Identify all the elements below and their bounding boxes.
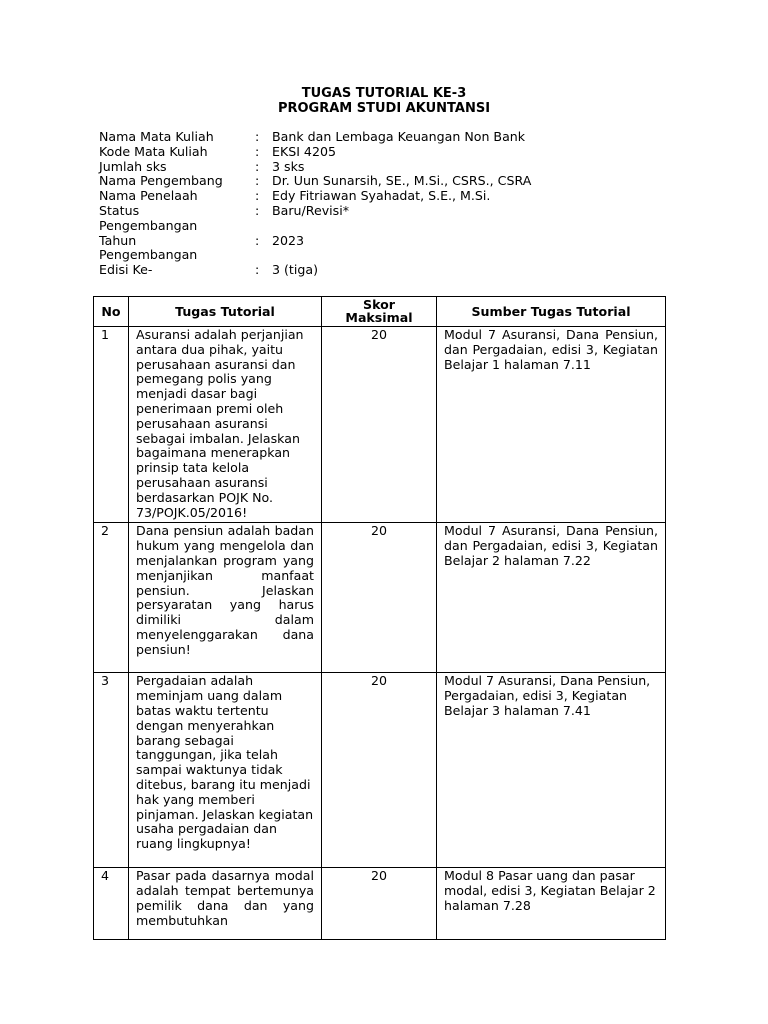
header-no: No (94, 297, 129, 327)
info-row-status-cont (99, 219, 531, 234)
info-colon: : (255, 173, 260, 189)
info-label: Jumlah sks (99, 158, 167, 174)
cell-source: Modul 7 Asuransi, Dana Pensiun, Pergadaian, edisi 3, Kegiatan Belajar 3 halaman 7.41 (437, 673, 666, 868)
cell-task: Pergadaian adalah meminjam uang dalam batas waktu tertentu dengan menyerahkan barang sebagai tanggungan, jika telah sampai waktunya tidak ditebus, barang itu menjadi hak yang memberi pinjaman. Jelaskan kegiatan usaha pergadaian dan ruang lingkupnya! (129, 673, 322, 868)
info-value: Edy Fitriawan Syahadat, S.E., M.Si. (272, 188, 491, 204)
info-colon: : (255, 262, 260, 278)
document-title: TUGAS TUTORIAL KE-3 (301, 86, 467, 101)
header-score-line1: Skor (363, 297, 395, 312)
header-task: Tugas Tutorial (129, 297, 322, 327)
cell-no: 4 (94, 868, 129, 940)
cell-source: Modul 8 Pasar uang dan pasar modal, edisi 3, Kegiatan Belajar 2 halaman 7.28 (437, 868, 666, 940)
info-colon (255, 248, 272, 263)
cell-score: 20 (322, 327, 437, 523)
info-row-reviewer (99, 189, 531, 204)
info-label: Nama Mata Kuliah (99, 129, 214, 144)
cell-score: 20 (322, 523, 437, 673)
info-label: Nama Pengembang (99, 173, 223, 189)
table-row (94, 523, 666, 673)
info-row-status (99, 204, 531, 219)
info-value: EKSI 4205 (272, 143, 336, 159)
cell-no: 2 (94, 523, 129, 673)
info-row-course-code (99, 145, 531, 160)
table-row (94, 673, 666, 868)
info-value: 2023 (272, 232, 305, 248)
info-colon: : (255, 232, 260, 248)
cell-score: 20 (322, 673, 437, 868)
header-source: Sumber Tugas Tutorial (437, 297, 666, 327)
document-subtitle: PROGRAM STUDI AKUNTANSI (277, 101, 491, 116)
header-score (322, 297, 437, 327)
cell-task: Asuransi adalah perjanjian antara dua pihak, yaitu perusahaan asuransi dan pemegang polis yang menjadi dasar bagi penerimaan premi oleh perusahaan asuransi sebagai imbalan. Jelaskan bagaimana menerapkan prinsip tata kelola perusahaan asuransi berdasarkan POJK No. 73/POJK.05/2016! (129, 327, 322, 523)
info-colon: : (255, 202, 260, 218)
cell-score: 20 (322, 868, 437, 940)
info-row-credits (99, 160, 531, 175)
info-row-developer (99, 174, 531, 189)
table-row (94, 868, 666, 940)
info-label: Pengembangan (99, 247, 198, 263)
info-colon: : (255, 129, 260, 144)
info-row-year (99, 234, 531, 249)
info-value: 3 (tiga) (272, 262, 318, 278)
info-label: Kode Mata Kuliah (99, 143, 208, 159)
header-score-line2: Maksimal (345, 310, 413, 325)
info-colon: : (255, 143, 260, 159)
course-info (99, 130, 531, 278)
info-value: Baru/Revisi* (272, 202, 350, 218)
info-label: Pengembangan (99, 217, 198, 233)
info-label: Tahun (99, 232, 137, 248)
table-row (94, 327, 666, 523)
info-value: 3 sks (272, 158, 305, 174)
info-row-year-cont (99, 248, 531, 263)
info-value: Dr. Uun Sunarsih, SE., M.Si., CSRS., CSRA (272, 173, 532, 189)
info-label: Edisi Ke- (99, 262, 153, 278)
info-colon (255, 219, 272, 234)
cell-no: 3 (94, 673, 129, 868)
info-label: Nama Penelaah (99, 188, 198, 204)
cell-task: Dana pensiun adalah badan hukum yang mengelola dan menjalankan program yang menjanjikan manfaat pensiun. Jelaskan persyaratan yang harus dimiliki dalam menyelenggarakan dana pensiun! (129, 523, 322, 673)
cell-source: Modul 7 Asuransi, Dana Pensiun, dan Pergadaian, edisi 3, Kegiatan Belajar 1 halaman 7.11 (437, 327, 666, 523)
info-row-course-name (99, 130, 531, 145)
info-value: Bank dan Lembaga Keuangan Non Bank (272, 129, 526, 144)
info-row-edition (99, 263, 531, 278)
tutorial-task-table (93, 296, 666, 940)
table-header-row (94, 297, 666, 327)
info-colon: : (255, 158, 260, 174)
cell-task: Pasar pada dasarnya modal adalah tempat bertemunya pemilik dana dan yang membutuhkan (129, 868, 322, 940)
info-label: Status (99, 202, 140, 218)
cell-no: 1 (94, 327, 129, 523)
info-colon: : (255, 188, 260, 204)
cell-source: Modul 7 Asuransi, Dana Pensiun, dan Pergadaian, edisi 3, Kegiatan Belajar 2 halaman 7.22 (437, 523, 666, 673)
